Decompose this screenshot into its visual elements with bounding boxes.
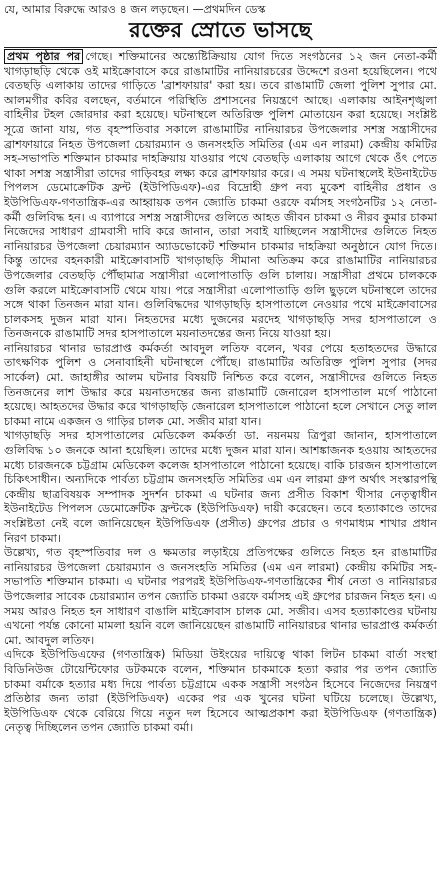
article-paragraph: এদিকে ইউপিডিএফের (গণতান্ত্রিক) মিডিয়া উইংয়ের দায়িত্বে থাকা লিটন চাকমা বার্তা সংস্থা বিডিনিউজ টোয়েন্টিফোর ডটকমকে বলেন, শক্তিমান চাকমাকে হত্যা করার পর তপন জ্যোতি চাকমা বর্মাকে হত্যার মধ্য দিয়ে পার্বত্য চট্টগ্রামে একক সন্ত্রাসী সংগঠন হিসেবে নিজেদের নিয়ন্ত্রণ প্রতিষ্ঠার জন্য তারা (ইউপিডিএফ) একের পর এক খুনের ঘটনা ঘটিয়ে চলেছে। উল্লেখ্য, ইউপিডিএফ থেকে বেরিয়ে গিয়ে নতুন দল হিসেবে আত্মপ্রকাশ করা ইউপিডিএফ (গণতান্ত্রিক) নেতৃত্ব দিচ্ছিলেন তপন জ্যোতি চাকমা বর্মা। — [4, 648, 437, 735]
previous-article-tail: যে, আমার বিরুদ্ধে আরও ৪ জন লড়ছেন। —প্রথমদিন ডেস্ক — [4, 3, 266, 16]
article-body — [4, 50, 437, 736]
article-paragraph: খাগড়াছড়ি সদর হাসপাতালের মেডিকেল কর্মকর্তা ডা. নয়নময় ত্রিপুরা জানান, হাসপাতালে গুলিবিদ্ধ ১০ জনকে আনা হয়েছিল। তাদের মধ্যে দুজন মারা যান। আশঙ্কাজনক হওয়ায় আহতদের মধ্যে চারজনকে চট্টগ্রাম মেডিকেল কলেজ হাসপাতালে পাঠানো হয়েছে। বাকি চারজন হাসপাতালে চিকিৎসাধীন। অন্যদিকে পার্বত্য চট্টগ্রাম জনসংহতি সমিতির এম এন লারমা গ্রুপ অর্থাৎ সংস্কারপন্থি কেন্দ্রীয় ছাত্রবিষয়ক সম্পাদক সুদর্শন চাকমা এ ঘটনার জন্য প্রসীত বিকাশ খীসার নেতৃত্বাধীন ইউনাইটেড পিপলস ডেমোক্রেটিক ফ্রন্টকে (ইউপিডিএফ) দায়ী করেছেন। তবে হত্যাকাণ্ডে তাদের সংশ্লিষ্টতা নেই বলে জানিয়েছেন ইউপিডিএফ (প্রসীত) গ্রুপের প্রচার ও গণমাধ্যম শাখার প্রধান নিরণ চাকমা। — [4, 429, 437, 545]
article-paragraph: নানিয়ারচর থানার ভারপ্রাপ্ত কর্মকর্তা আবদুল লতিফ বলেন, খবর পেয়ে হতাহতদের উদ্ধারে তাৎক্ষণিক পুলিশ ও সেনাবাহিনী ঘটনাস্থলে পৌঁছে। রাঙামাটির অতিরিক্ত পুলিশ সুপার (সদর সার্কেল) মো. জাহাঙ্গীর আলম ঘটনার বিষয়টি নিশ্চিত করে বলেন, সন্ত্রাসীদের গুলিতে নিহত তিনজনের লাশ উদ্ধার করে ময়নাতদন্তের জন্য রাঙামাটি জেনারেল হাসপাতাল মর্গে পাঠানো হয়েছে। আহতদের উদ্ধার করে খাগড়াছড়ি জেনারেল হাসপাতালে পাঠানো হলে সেখানে সেতু লাল চাকমা নামে একজন ও গাড়ির চালক মো. সজীব মারা যান। — [4, 341, 437, 428]
paragraph-text: গেছে। শক্তিমানের অন্ত্যেষ্টিক্রিয়ায় যোগ দিতে সংগঠনের ১২ জন নেতা-কর্মী খাগড়াছড়ি থেকে ওই মাইক্রোবাসে করে রাঙামাটির নানিয়ারচরের উদ্দেশে রওনা হয়েছিলেন। পথে বেতছড়ি এলাকায় তাদের গাড়িতে 'ব্রাশফায়ার' করা হয়। তবে রাঙামাটি জেলা পুলিশ সুপার মো. আলমগীর কবির বলছেন, বর্তমানে পরিস্থিতি প্রশাসনের নিয়ন্ত্রণে আছে। এলাকায় আইনশৃঙ্খলা বাহিনীর টহল জোরদার করা হয়েছে। ঘটনাস্থলে অতিরিক্ত পুলিশ মোতায়েন করা হয়েছে। সংশ্লিষ্ট সূত্রে জানা যায়, গত বৃহস্পতিবার সকালে রাঙামাটির নানিয়ারচর উপজেলার সশস্ত্র সন্ত্রাসীদের ব্রাশফায়ারে নিহত উপজেলা চেয়ারম্যান ও জনসংহতি সমিতির (এম এন লারমা) কেন্দ্রীয় কমিটির সহ-সভাপতি শক্তিমান চাকমার দাহক্রিয়ায় যাওয়ার পথে বেতছড়ি এলাকায় আগে থেকে ওঁৎ পেতে থাকা সশস্ত্র সন্ত্রাসীরা তাদের গাড়িবহর লক্ষ্য করে ব্রাশফায়ার করে। এ সময় ঘটনাস্থলেই ইউনাইটেড পিপলস ডেমোক্রেটিক ফ্রন্ট (ইউপিডিএফ)-এর বিদ্রোহী গ্রুপ নব্য মুকেশ বাহিনীর প্রধান ও ইউপিডিএফ-গণতান্ত্রিক-এর আহ্বায়ক তপন জ্যোতি চাকমা ওরফে বর্মাসহ সংগঠনটির ১২ নেতা-কর্মী গুলিবিদ্ধ হন। এ ব্যাপারে সশস্ত্র সন্ত্রাসীদের গুলিতে আহত জীবন চাকমা ও নীরব কুমার চাকমা নিজেদের সাধারণ গ্রামবাসী দাবি করে জানান, তারা সবাই যাচ্ছিলেন সন্ত্রাসীদের গুলিতে নিহত নানিয়ারচর উপজেলা চেয়ারম্যান অ্যাডভোকেট শক্তিমান চাকমার দাহক্রিয়া অনুষ্ঠানে যোগ দিতে। কিন্তু তাদের বহনকারী মাইক্রোবাসটি খাগড়াছড়ি সীমানা অতিক্রম করে রাঙামাটির নানিয়ারচর উপজেলার বেতছড়ি পৌঁছামাত্র সন্ত্রাসীরা এলোপাতাড়ি গুলি চালায়। সন্ত্রাসীরা প্রথমে চালককে গুলি করলে মাইক্রোবাসটি থেমে যায়। পরে সন্ত্রাসীরা এলোপাতাড়ি গুলি ছুড়লে ঘটনাস্থলে তাদের সঙ্গে থাকা তিনজন মারা যান। গুলিবিদ্ধদের খাগড়াছড়ি হাসপাতালে নেওয়ার পথে মাইক্রোবাসের চালকসহ দুজন মারা যান। নিহতদের মধ্যে দুজনের মরদেহ খাগড়াছড়ি সদর হাসপাতালে ও তিনজনকে রাঙামাটি সদর হাসপাতালে ময়নাতদন্তের জন্য নিয়ে যাওয়া হয়। — [4, 50, 437, 341]
continuation-tag: প্রথম পৃষ্ঠার পর — [4, 49, 83, 64]
article-paragraph — [4, 50, 437, 342]
article-headline: রক্তের স্রোতে ভাসছে — [129, 17, 312, 42]
article-paragraph: উল্লেখ্য, গত বৃহস্পতিবার দল ও ক্ষমতার লড়াইয়ে প্রতিপক্ষের গুলিতে নিহত হন রাঙামাটির নানিয়ারচর উপজেলা চেয়ারম্যান ও জনসংহতি সমিতির (এম এন লারমা) কেন্দ্রীয় কমিটির সহ-সভাপতি শক্তিমান চাকমা। এ ঘটনার পরপরই ইউপিডিএফ-গণতান্ত্রিকের শীর্ষ নেতা ও নানিয়ারচর উপজেলার সাবেক চেয়ারম্যান তপন জ্যোতি চাকমা ওরফে বর্মাসহ এই গ্রুপের চারজন নিহত হন। এ সময় আরও নিহত হন সাধারণ বাঙালি মাইক্রোবাস চালক মো. সজীব। এসব হত্যাকাণ্ডের ঘটনায় এখনো পর্যন্ত কোনো মামলা হয়নি বলে জানিয়েছেন রাঙামাটি নানিয়ারচর থানার ভারপ্রাপ্ত কর্মকর্তা মো. আবদুল লতিফ। — [4, 546, 437, 647]
headline-divider — [4, 47, 437, 48]
